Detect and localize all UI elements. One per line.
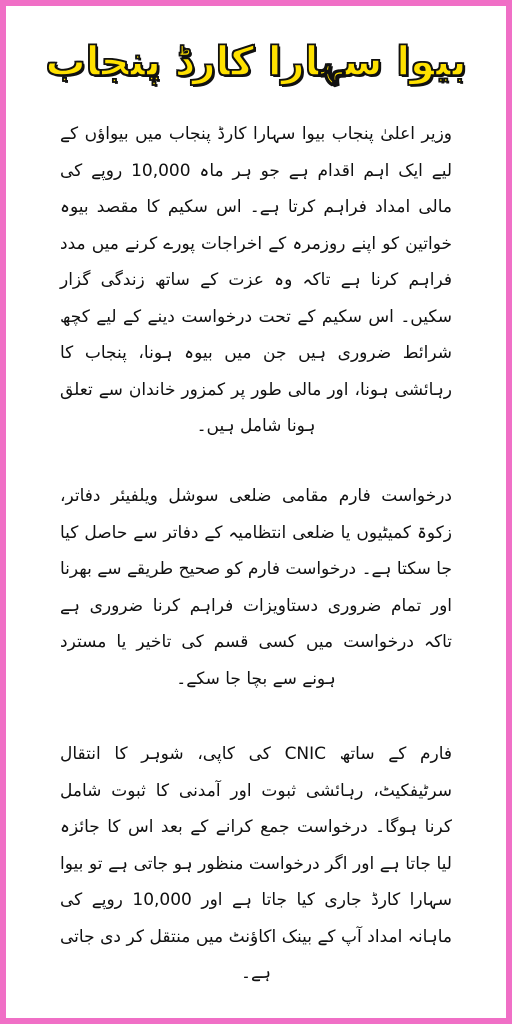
paragraph-required-documents: فارم کے ساتھ CNIC کی کاپی، شوہر کا انتقال سرٹیفکیٹ، رہائشی ثبوت اور آمدنی کا ثبوت شامل کرنا ہوگا۔ درخواست جمع کرانے کے بعد اس کا جائزہ لیا جاتا ہے اور اگر درخواست منظور ہو جاتی ہے تو بیوا سہارا کارڈ جاری کیا جاتا ہے اور 10,000 روپے کی ماہانہ امداد آپ کے بینک اکاؤنٹ میں منتقل کر دی جاتی ہے۔ [60, 744, 452, 983]
paragraph-application-form: درخواست فارم مقامی ضلعی سوشل ویلفیئر دفاتر، زکوۃ کمیٹیوں یا ضلعی انتظامیہ کے دفاتر سے حاصل کیا جا سکتا ہے۔ درخواست فارم کو صحیح طریقے سے بھرنا اور تمام ضروری دستاویزات فراہم کرنا ضروری ہے تاکہ درخواست میں کسی قسم کی تاخیر یا مسترد ہونے سے بچا جا سکے۔ [60, 486, 452, 689]
paragraph-intro: وزیر اعلیٰ پنجاب بیوا سہارا کارڈ پنجاب میں بیواؤں کے لیے ایک اہم اقدام ہے جو ہر ماہ 10,000 روپے کی مالی امداد فراہم کرتا ہے۔ اس سکیم کا مقصد بیوہ خواتین کو اپنے روزمرہ کے اخراجات پورے کرنے میں مدد فراہم کرنا ہے تاکہ وہ عزت کے ساتھ زندگی گزار سکیں۔ اس سکیم کے تحت درخواست دینے کے لیے کچھ شرائط ضروری ہیں جن میں بیوہ ہونا، پنجاب کا رہائشی ہونا، اور مالی طور پر کمزور خاندان سے تعلق ہونا شامل ہیں۔ [60, 124, 452, 436]
page-title: بیوا سہارا کارڈ پنجاب [45, 39, 467, 85]
